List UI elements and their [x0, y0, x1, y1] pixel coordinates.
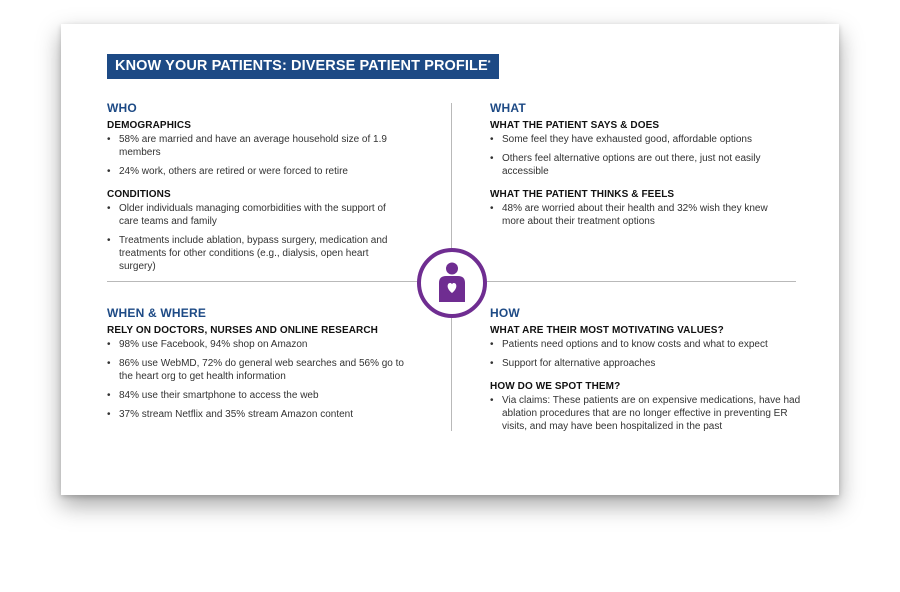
section-heading: HOW DO WE SPOT THEM?: [490, 381, 621, 392]
bullet-item: • 24% work, others are retired or were forced to retire: [107, 165, 407, 178]
section-heading: CONDITIONS: [107, 189, 171, 200]
quadrant-title: WHO: [107, 101, 137, 115]
bullet-item: • 48% are worried about their health and 32% wish they knew more about their treatment options: [490, 202, 790, 228]
quadrant-what: [490, 101, 790, 239]
bullet-item: • Others feel alternative options are out there, just not easily accessible: [490, 152, 790, 178]
bullet-list: [490, 338, 810, 370]
quadrant-how: [490, 306, 810, 444]
quadrant-when-where: [107, 306, 407, 432]
bullet-list: [107, 133, 407, 178]
section: [490, 120, 790, 178]
bullet-item: • Support for alternative approaches: [490, 357, 810, 370]
section: [107, 120, 407, 178]
quadrant-title: WHEN & WHERE: [107, 306, 207, 320]
section-list: [107, 325, 407, 421]
page-title: KNOW YOUR PATIENTS: DIVERSE PATIENT PROFILE: [115, 58, 488, 74]
page-title-banner: [107, 54, 499, 79]
section-heading: DEMOGRAPHICS: [107, 120, 191, 131]
bullet-item: • 98% use Facebook, 94% shop on Amazon: [107, 338, 407, 351]
bullet-list: [490, 202, 790, 228]
bullet-item: • Patients need options and to know costs and what to expect: [490, 338, 810, 351]
section: [490, 189, 790, 228]
section: [107, 189, 407, 273]
bullet-item: • Some feel they have exhausted good, affordable options: [490, 133, 790, 146]
section: [107, 325, 407, 421]
section-list: [107, 120, 407, 273]
quadrant-title: WHAT: [490, 101, 526, 115]
bullet-item: • 58% are married and have an average household size of 1.9 members: [107, 133, 407, 159]
section-list: [490, 120, 790, 228]
profile-card: [61, 24, 839, 495]
patient-heart-icon: [417, 248, 487, 318]
bullet-list: [490, 133, 790, 178]
bullet-list: [490, 394, 810, 433]
bullet-item: • 86% use WebMD, 72% do general web searches and 56% go to the heart org to get health information: [107, 357, 407, 383]
section-heading: WHAT THE PATIENT THINKS & FEELS: [490, 189, 675, 200]
section: [490, 381, 810, 433]
section: [490, 325, 810, 370]
section-heading: WHAT ARE THEIR MOST MOTIVATING VALUES?: [490, 325, 724, 336]
bullet-item: • Older individuals managing comorbidities with the support of care teams and family: [107, 202, 407, 228]
section-heading: WHAT THE PATIENT SAYS & DOES: [490, 120, 660, 131]
quadrant-who: [107, 101, 407, 284]
title-footnote-mark: *: [487, 60, 491, 67]
section-list: [490, 325, 810, 433]
bullet-item: • Via claims: These patients are on expensive medications, have had ablation procedures that are no longer effective in preventing ER visits, and may have been hospitalized in the past: [490, 394, 810, 433]
bullet-item: • Treatments include ablation, bypass surgery, medication and treatments for other conditions (e.g., dialysis, open heart surgery): [107, 234, 407, 273]
bullet-list: [107, 202, 407, 273]
bullet-list: [107, 338, 407, 421]
bullet-item: • 37% stream Netflix and 35% stream Amazon content: [107, 408, 407, 421]
quadrant-title: HOW: [490, 306, 520, 320]
bullet-item: • 84% use their smartphone to access the web: [107, 389, 407, 402]
section-heading: RELY ON DOCTORS, NURSES AND ONLINE RESEARCH: [107, 325, 379, 336]
